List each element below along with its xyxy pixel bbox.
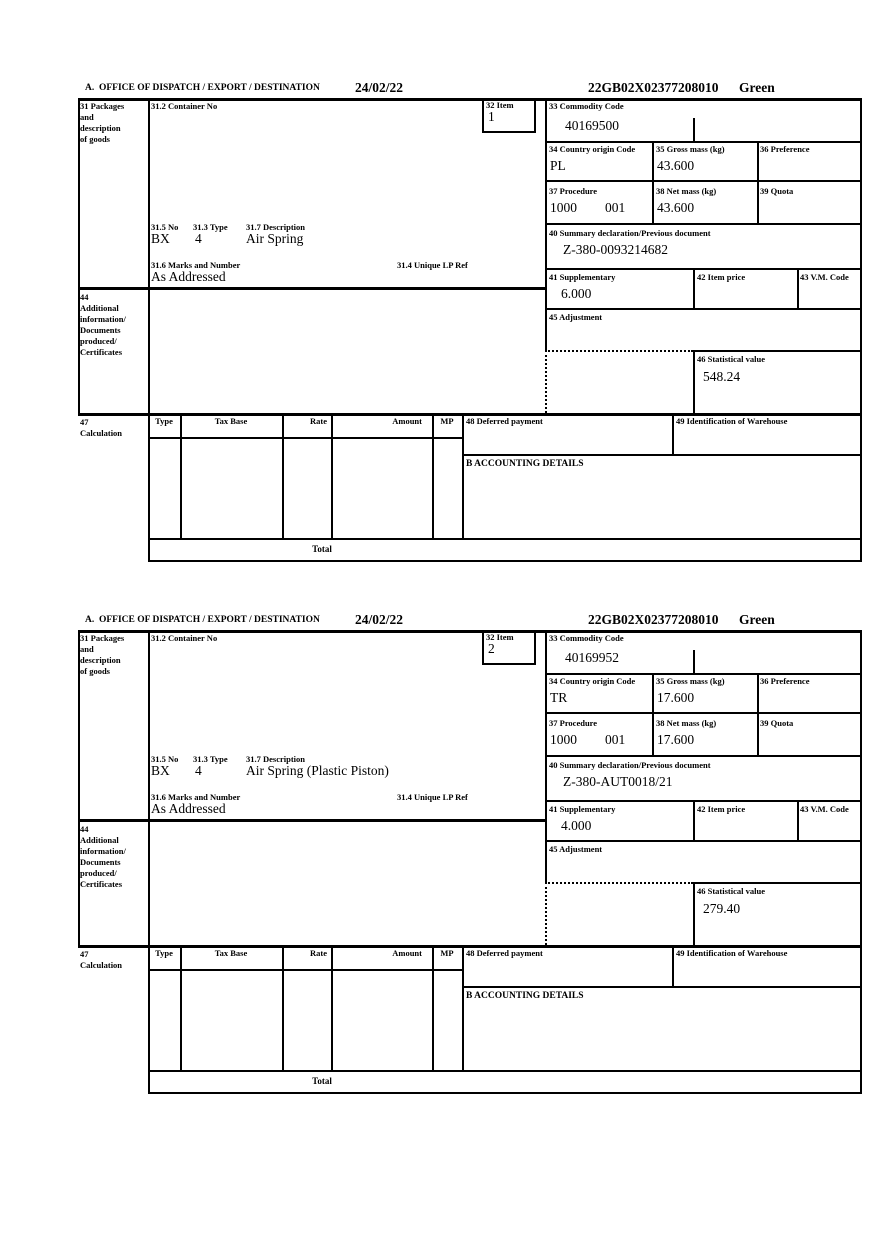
calc-header-underline [148,969,462,971]
calc-header-tax-base: Tax Base [214,948,248,958]
item-price-label: 42 Item price [697,804,746,814]
warehouse-id-label: 49 Identification of Warehouse [676,948,788,958]
procedure-value-1: 1000 [550,200,577,215]
procedure-label: 37 Procedure [549,718,598,728]
calc-header-mp: MP [440,948,454,958]
item-block [0,80,882,612]
statistical-value: 279.40 [703,901,741,916]
item-label: 32 Item [486,632,514,642]
route-indicator: Green [739,80,775,95]
box42-box43-divider [797,268,799,308]
box31-box44-divider [78,819,545,822]
section-a-title: A. OFFICE OF DISPATCH / EXPORT / DESTINATION [85,83,320,93]
box40-bottom-border [545,800,860,802]
declaration-date: 24/02/22 [355,80,404,95]
description-label: 31.7 Description [246,222,306,232]
commodity-code-label: 33 Commodity Code [549,633,624,643]
box41-box42-divider [693,268,695,308]
box41-row-bottom-border [545,308,860,310]
box41-row-bottom-border [545,840,860,842]
box42-box43-divider [797,800,799,840]
calc-header-tax-base: Tax Base [214,416,248,426]
calc-col1-divider [180,945,182,1070]
calc-col2-divider [282,413,284,538]
box35-box36-divider [757,673,759,755]
adjustment-label: 45 Adjustment [549,312,603,322]
label-column-divider [148,98,150,560]
calc-header-amount: Amount [392,948,422,958]
package-type-label: 31.3 Type [193,754,228,764]
supplementary-value: 6.000 [561,286,592,301]
statistical-value-label: 46 Statistical value [697,886,765,896]
warehouse-id-label: 49 Identification of Warehouse [676,416,788,426]
net-mass-label: 38 Net mass (kg) [656,186,717,196]
country-origin-label: 34 Country origin Code [549,676,636,686]
box31-label-line1: 31 Packages [80,633,125,643]
box48-box49-divider [672,945,674,986]
box47-label-line1: 47 [80,949,89,959]
quota-label: 39 Quota [760,718,794,728]
calc-header-amount: Amount [392,416,422,426]
box48-box49-divider [672,413,674,454]
supplementary-label: 41 Supplementary [549,272,616,282]
marks-number-label: 31.6 Marks and Number [151,260,241,270]
supplementary-value: 4.000 [561,818,592,833]
calc-col1-divider [180,413,182,538]
box45-dotted-bottom-border [545,350,693,352]
right-column-dotted-border [545,882,547,945]
unique-lp-ref-label: 31.4 Unique LP Ref [397,792,468,802]
accounting-details-label: B ACCOUNTING DETAILS [466,459,584,469]
box31-label-line4: of goods [80,134,110,144]
box31-label-line3: description [80,123,121,133]
box34-box35-divider [652,141,654,223]
container-no-label: 31.2 Container No [151,101,218,111]
box46-top-border [693,350,860,352]
box33-bottom-border [545,141,860,143]
procedure-value-1: 1000 [550,732,577,747]
total-row-top-border [148,538,862,540]
vm-code-label: 43 V.M. Code [800,272,849,282]
box35-box36-divider [757,141,759,223]
description-label: 31.7 Description [246,754,306,764]
procedure-value-2: 001 [605,200,626,215]
country-origin-value: PL [550,158,566,173]
gross-mass-value: 43.600 [657,158,695,173]
previous-document-value: Z-380-0093214682 [563,242,668,257]
calc-col4-divider [432,945,434,1070]
adjustment-label: 45 Adjustment [549,844,603,854]
country-origin-value: TR [550,690,568,705]
right-column-dotted-border [545,350,547,413]
net-mass-value: 43.600 [657,200,695,215]
item-box-bottom-border [482,663,536,665]
box47-label-line2: Calculation [80,960,123,970]
calc-col3-divider [331,413,333,538]
box46-left-border [693,882,695,945]
outer-right-border [860,98,862,560]
commodity-code-label: 33 Commodity Code [549,101,624,111]
net-mass-label: 38 Net mass (kg) [656,718,717,728]
box44-label-line6: Certificates [80,347,123,357]
box46-top-border [693,882,860,884]
box31-label-line4: of goods [80,666,110,676]
deferred-payment-label: 48 Deferred payment [466,416,543,426]
box44-label-line1: 44 [80,824,89,834]
calc-col3-divider [331,945,333,1070]
item-number-value: 1 [488,109,495,124]
box44-label-line5: produced/ [80,868,117,878]
box34-box35-divider [652,673,654,755]
item-price-label: 42 Item price [697,272,746,282]
entry-reference: 22GB02X02377208010 [588,612,719,627]
statistical-value: 548.24 [703,369,741,384]
box31-label-line2: and [80,112,94,122]
preference-label: 36 Preference [760,144,810,154]
box44-label-line6: Certificates [80,879,123,889]
country-origin-label: 34 Country origin Code [549,144,636,154]
item-block [0,612,882,1144]
calc-header-type: Type [155,416,173,426]
package-no-label: 31.5 No [151,754,179,764]
box41-box42-divider [693,800,695,840]
box46-left-border [693,350,695,413]
entry-reference: 22GB02X02377208010 [588,80,719,95]
box37-row-bottom-border [545,755,860,757]
marks-number-value: As Addressed [151,269,226,284]
procedure-label: 37 Procedure [549,186,598,196]
deferred-payment-label: 48 Deferred payment [466,948,543,958]
package-no-label: 31.5 No [151,222,179,232]
net-mass-value: 17.600 [657,732,695,747]
description-value: Air Spring (Plastic Piston) [246,763,389,778]
box45-dotted-bottom-border [545,882,693,884]
previous-document-label: 40 Summary declaration/Previous document [549,760,711,770]
box48-bottom-border [462,454,860,456]
item-box-left-border [482,630,484,663]
box37-row-bottom-border [545,223,860,225]
unique-lp-ref-label: 31.4 Unique LP Ref [397,260,468,270]
commodity-code-value: 40169952 [565,650,619,665]
marks-number-value: As Addressed [151,801,226,816]
total-row-top-border [148,1070,862,1072]
label-column-divider [148,630,150,1092]
box44-label-line3: information/ [80,314,126,324]
outer-right-border [860,630,862,1092]
quota-label: 39 Quota [760,186,794,196]
calc-header-type: Type [155,948,173,958]
box44-label-line5: produced/ [80,336,117,346]
item-box-right-border [534,630,536,663]
box31-label-line1: 31 Packages [80,101,125,111]
total-label: Total [312,544,332,554]
gross-mass-label: 35 Gross mass (kg) [656,676,725,686]
box44-label-line2: Additional [80,303,119,313]
box44-label-line2: Additional [80,835,119,845]
accounting-details-label: B ACCOUNTING DETAILS [466,991,584,1001]
gross-mass-label: 35 Gross mass (kg) [656,144,725,154]
previous-document-label: 40 Summary declaration/Previous document [549,228,711,238]
calc-col4-divider [432,413,434,538]
description-value: Air Spring [246,231,304,246]
calc-header-underline [148,437,462,439]
outer-left-border [78,630,80,945]
preference-label: 36 Preference [760,676,810,686]
calc-header-rate: Rate [310,948,327,958]
box40-bottom-border [545,268,860,270]
package-no-value: BX [151,763,170,778]
item-box-bottom-border [482,131,536,133]
total-row-bottom-border [148,560,862,562]
section-a-title: A. OFFICE OF DISPATCH / EXPORT / DESTINATION [85,615,320,625]
calc-table-right-border [462,413,464,540]
previous-document-value: Z-380-AUT0018/21 [563,774,673,789]
box31-label-line2: and [80,644,94,654]
box44-label-line4: Documents [80,325,121,335]
box44-label-line4: Documents [80,857,121,867]
box31-label-line3: description [80,655,121,665]
box44-label-line1: 44 [80,292,89,302]
item-label: 32 Item [486,100,514,110]
commodity-code-value: 40169500 [565,118,619,133]
calc-table-right-border [462,945,464,1072]
box34-row-bottom-border [545,180,860,182]
route-indicator: Green [739,612,775,627]
box47-label-line1: 47 [80,417,89,427]
box44-label-line3: information/ [80,846,126,856]
box33-inner-divider [693,650,695,673]
container-no-label: 31.2 Container No [151,633,218,643]
package-type-value: 4 [195,763,202,778]
package-type-value: 4 [195,231,202,246]
outer-left-border [78,98,80,413]
procedure-value-2: 001 [605,732,626,747]
box33-bottom-border [545,673,860,675]
package-type-label: 31.3 Type [193,222,228,232]
total-row-bottom-border [148,1092,862,1094]
item-box-left-border [482,98,484,131]
calc-col2-divider [282,945,284,1070]
box33-inner-divider [693,118,695,141]
statistical-value-label: 46 Statistical value [697,354,765,364]
box48-bottom-border [462,986,860,988]
total-label: Total [312,1076,332,1086]
vm-code-label: 43 V.M. Code [800,804,849,814]
calc-header-mp: MP [440,416,454,426]
gross-mass-value: 17.600 [657,690,695,705]
supplementary-label: 41 Supplementary [549,804,616,814]
package-no-value: BX [151,231,170,246]
declaration-date: 24/02/22 [355,612,404,627]
box47-label-line2: Calculation [80,428,123,438]
box34-row-bottom-border [545,712,860,714]
item-box-right-border [534,98,536,131]
box31-box44-divider [78,287,545,290]
marks-number-label: 31.6 Marks and Number [151,792,241,802]
calc-header-rate: Rate [310,416,327,426]
item-number-value: 2 [488,641,495,656]
